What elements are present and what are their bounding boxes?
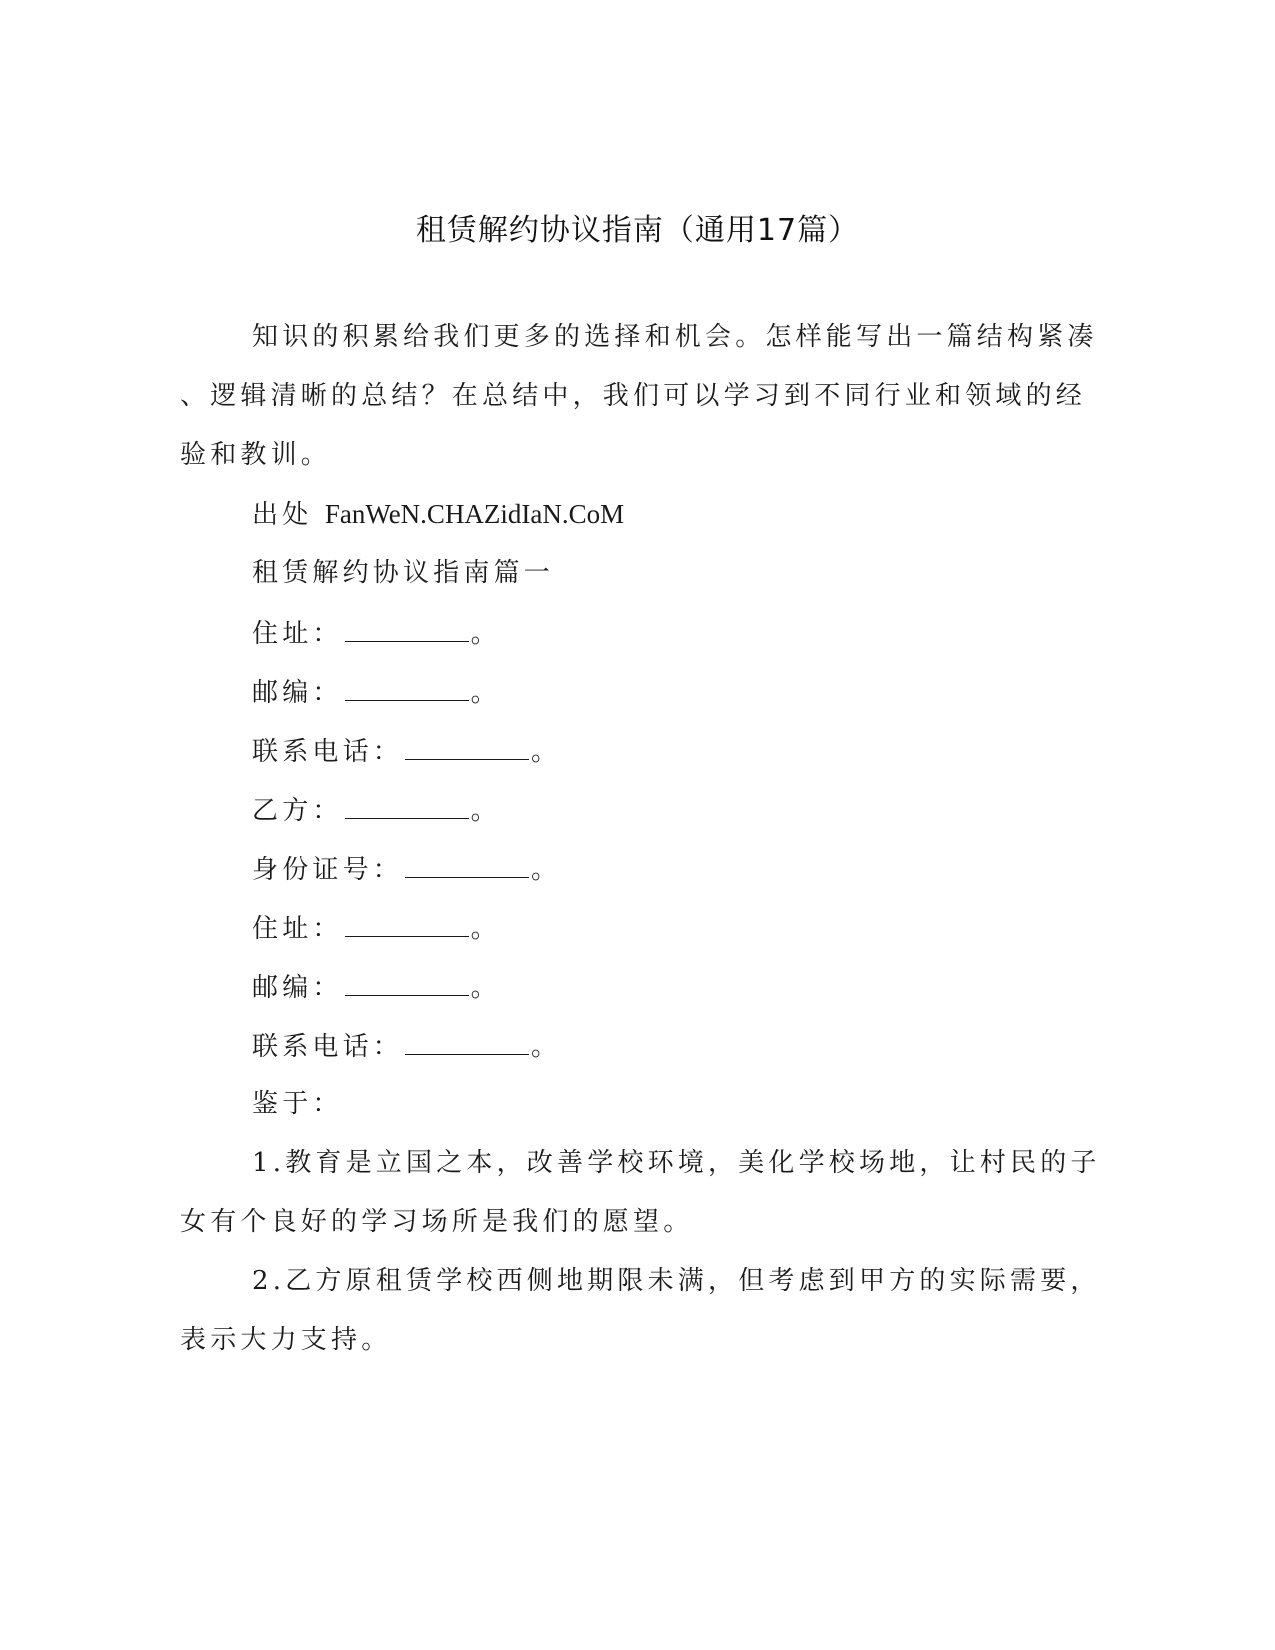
section-heading: 租赁解约协议指南篇一 bbox=[252, 558, 555, 588]
whereas-label: 鉴于： bbox=[252, 1089, 343, 1119]
field-phone-a bbox=[252, 733, 561, 769]
source-label: 出处 bbox=[252, 500, 313, 530]
field-postcode-a bbox=[252, 674, 501, 710]
field-end: 。 bbox=[470, 973, 501, 1003]
source-line bbox=[252, 497, 624, 532]
field-end: 。 bbox=[531, 855, 562, 885]
field-end: 。 bbox=[470, 796, 501, 826]
blank-fill-line[interactable] bbox=[345, 615, 469, 642]
field-end: 。 bbox=[531, 737, 562, 767]
field-label: 联系电话： bbox=[252, 737, 404, 767]
field-end: 。 bbox=[470, 619, 501, 649]
source-url: FanWeN.CHAZidIaN.CoM bbox=[324, 499, 625, 529]
field-end: 。 bbox=[531, 1032, 562, 1062]
field-address-b bbox=[252, 910, 501, 946]
field-postcode-b bbox=[252, 969, 501, 1005]
blank-fill-line[interactable] bbox=[345, 910, 469, 937]
intro-line-3: 验和教训。 bbox=[180, 440, 332, 470]
blank-fill-line[interactable] bbox=[405, 1028, 529, 1055]
field-label: 乙方： bbox=[252, 796, 343, 826]
intro-line-2: 、逻辑清晰的总结？在总结中，我们可以学习到不同行业和领域的经 bbox=[180, 381, 1087, 411]
field-label: 邮编： bbox=[252, 678, 343, 708]
blank-fill-line[interactable] bbox=[345, 792, 469, 819]
field-party-b bbox=[252, 792, 501, 828]
field-address-a bbox=[252, 615, 501, 651]
clause-1-line-2: 女有个良好的学习场所是我们的愿望。 bbox=[180, 1207, 694, 1237]
field-phone-b bbox=[252, 1028, 561, 1064]
field-label: 邮编： bbox=[252, 973, 343, 1003]
field-end: 。 bbox=[470, 678, 501, 708]
blank-fill-line[interactable] bbox=[345, 674, 469, 701]
field-end: 。 bbox=[470, 914, 501, 944]
intro-line-1: 知识的积累给我们更多的选择和机会。怎样能写出一篇结构紧凑 bbox=[252, 322, 1098, 352]
field-label: 住址： bbox=[252, 619, 343, 649]
field-id-number-b bbox=[252, 851, 561, 887]
clause-1-line-1: 1.教育是立国之本，改善学校环境，美化学校场地，让村民的子 bbox=[252, 1148, 1101, 1178]
document-title: 租赁解约协议指南（通用17篇） bbox=[415, 213, 860, 248]
blank-fill-line[interactable] bbox=[405, 733, 529, 760]
field-label: 联系电话： bbox=[252, 1032, 404, 1062]
blank-fill-line[interactable] bbox=[405, 851, 529, 878]
field-label: 住址： bbox=[252, 914, 343, 944]
clause-2-line-2: 表示大力支持。 bbox=[180, 1325, 392, 1355]
blank-fill-line[interactable] bbox=[345, 969, 469, 996]
field-label: 身份证号： bbox=[252, 855, 404, 885]
clause-2-line-1: 2.乙方原租赁学校西侧地期限未满，但考虑到甲方的实际需要， bbox=[252, 1266, 1101, 1296]
